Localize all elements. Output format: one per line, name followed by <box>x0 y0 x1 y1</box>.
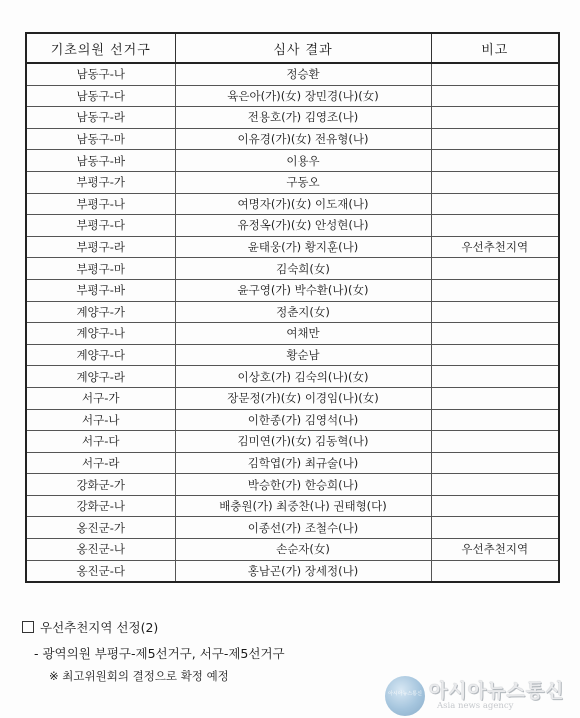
result-cell: 여명자(가)(女) 이도재(나) <box>175 193 431 215</box>
district-cell: 남동구-다 <box>26 85 175 107</box>
result-cell: 구동오 <box>175 171 431 193</box>
remarks-cell: 우선추천지역 <box>431 539 559 561</box>
remarks-cell <box>431 366 559 388</box>
district-cell: 옹진군-나 <box>26 539 175 561</box>
district-cell: 서구-다 <box>26 431 175 453</box>
table-row <box>26 85 559 107</box>
remarks-cell <box>431 128 559 150</box>
table-row <box>26 387 559 409</box>
result-cell: 배충원(가) 최중찬(나) 권태형(다) <box>175 495 431 517</box>
result-cell: 이상호(가) 김숙의(나)(女) <box>175 366 431 388</box>
result-cell: 육은아(가)(女) 장민경(나)(女) <box>175 85 431 107</box>
remarks-cell <box>431 258 559 280</box>
district-cell: 강화군-가 <box>26 474 175 496</box>
remarks-cell <box>431 215 559 237</box>
district-cell: 강화군-나 <box>26 495 175 517</box>
table-header-row <box>26 33 559 63</box>
district-cell: 서구-가 <box>26 387 175 409</box>
result-cell: 유정옥(가)(女) 안성현(나) <box>175 215 431 237</box>
remarks-cell <box>431 517 559 539</box>
remarks-cell <box>431 279 559 301</box>
remarks-cell <box>431 560 559 582</box>
table-row <box>26 301 559 323</box>
notes-line-2: ※ 최고위원회의 결정으로 확정 예정 <box>49 669 229 683</box>
watermark-subtitle: Asia news agency <box>437 701 514 711</box>
header-remarks: 비고 <box>431 33 559 63</box>
table-row <box>26 474 559 496</box>
header-result: 심사 결과 <box>175 33 431 63</box>
remarks-cell <box>431 431 559 453</box>
result-cell: 이용우 <box>175 150 431 172</box>
result-cell: 황순남 <box>175 344 431 366</box>
table-row <box>26 452 559 474</box>
result-cell: 이한종(가) 김영석(나) <box>175 409 431 431</box>
district-cell: 계양구-나 <box>26 323 175 345</box>
district-cell: 부평구-가 <box>26 171 175 193</box>
district-cell: 계양구-라 <box>26 366 175 388</box>
checkbox-icon <box>22 621 34 633</box>
remarks-cell <box>431 344 559 366</box>
table-row <box>26 495 559 517</box>
table-row <box>26 63 559 85</box>
remarks-cell <box>431 63 559 85</box>
district-cell: 부평구-마 <box>26 258 175 280</box>
table-row <box>26 366 559 388</box>
result-cell: 손순자(女) <box>175 539 431 561</box>
district-cell: 부평구-나 <box>26 193 175 215</box>
table-row <box>26 323 559 345</box>
district-cell: 남동구-라 <box>26 107 175 129</box>
table-row <box>26 171 559 193</box>
table-body <box>26 63 559 582</box>
result-cell: 홍남곤(가) 장세정(나) <box>175 560 431 582</box>
result-cell: 장문정(가)(女) 이경임(나)(女) <box>175 387 431 409</box>
watermark-title: 아시아뉴스통신 <box>429 680 565 702</box>
result-cell: 윤구영(가) 박수환(나)(女) <box>175 279 431 301</box>
table-row <box>26 258 559 280</box>
district-cell: 옹진군-가 <box>26 517 175 539</box>
table-row <box>26 107 559 129</box>
result-cell: 김학엽(가) 최규술(나) <box>175 452 431 474</box>
remarks-cell <box>431 323 559 345</box>
district-cell: 남동구-마 <box>26 128 175 150</box>
remarks-cell: 우선추천지역 <box>431 236 559 258</box>
table-row <box>26 431 559 453</box>
district-cell: 부평구-다 <box>26 215 175 237</box>
table-row <box>26 517 559 539</box>
table-row <box>26 150 559 172</box>
header-district: 기초의원 선거구 <box>26 33 175 63</box>
remarks-cell <box>431 474 559 496</box>
watermark <box>385 676 575 716</box>
notes-line-1: - 광역의원 부평구-제5선거구, 서구-제5선거구 <box>34 646 285 661</box>
remarks-cell <box>431 495 559 517</box>
globe-logo-icon <box>385 676 425 716</box>
district-cell: 옹진군-다 <box>26 560 175 582</box>
district-cell: 남동구-나 <box>26 63 175 85</box>
result-cell: 김숙희(女) <box>175 258 431 280</box>
district-cell: 계양구-가 <box>26 301 175 323</box>
remarks-cell <box>431 387 559 409</box>
screening-table-container <box>25 32 558 583</box>
screening-results-table <box>25 32 560 583</box>
district-cell: 부평구-라 <box>26 236 175 258</box>
table-row <box>26 236 559 258</box>
globe-logo-text: 아시아뉴스통신 <box>388 691 422 697</box>
result-cell: 김미연(가)(女) 김동혁(나) <box>175 431 431 453</box>
district-cell: 부평구-바 <box>26 279 175 301</box>
result-cell: 여채만 <box>175 323 431 345</box>
table-row <box>26 128 559 150</box>
district-cell: 계양구-다 <box>26 344 175 366</box>
result-cell: 이유경(가)(女) 전유형(나) <box>175 128 431 150</box>
remarks-cell <box>431 107 559 129</box>
table-row <box>26 344 559 366</box>
result-cell: 전용호(가) 김영조(나) <box>175 107 431 129</box>
notes-heading-text: 우선추천지역 선정(2) <box>40 620 159 635</box>
result-cell: 이종선(가) 조철수(나) <box>175 517 431 539</box>
district-cell: 서구-라 <box>26 452 175 474</box>
table-row <box>26 193 559 215</box>
remarks-cell <box>431 150 559 172</box>
remarks-cell <box>431 409 559 431</box>
remarks-cell <box>431 193 559 215</box>
result-cell: 윤태웅(가) 황지훈(나) <box>175 236 431 258</box>
table-row <box>26 215 559 237</box>
table-row <box>26 409 559 431</box>
table-row <box>26 279 559 301</box>
table-row <box>26 539 559 561</box>
remarks-cell <box>431 171 559 193</box>
district-cell: 남동구-바 <box>26 150 175 172</box>
result-cell: 정춘지(女) <box>175 301 431 323</box>
district-cell: 서구-나 <box>26 409 175 431</box>
notes-heading <box>22 618 158 636</box>
remarks-cell <box>431 452 559 474</box>
result-cell: 박승한(가) 한승희(나) <box>175 474 431 496</box>
result-cell: 정승환 <box>175 63 431 85</box>
table-row <box>26 560 559 582</box>
remarks-cell <box>431 301 559 323</box>
remarks-cell <box>431 85 559 107</box>
